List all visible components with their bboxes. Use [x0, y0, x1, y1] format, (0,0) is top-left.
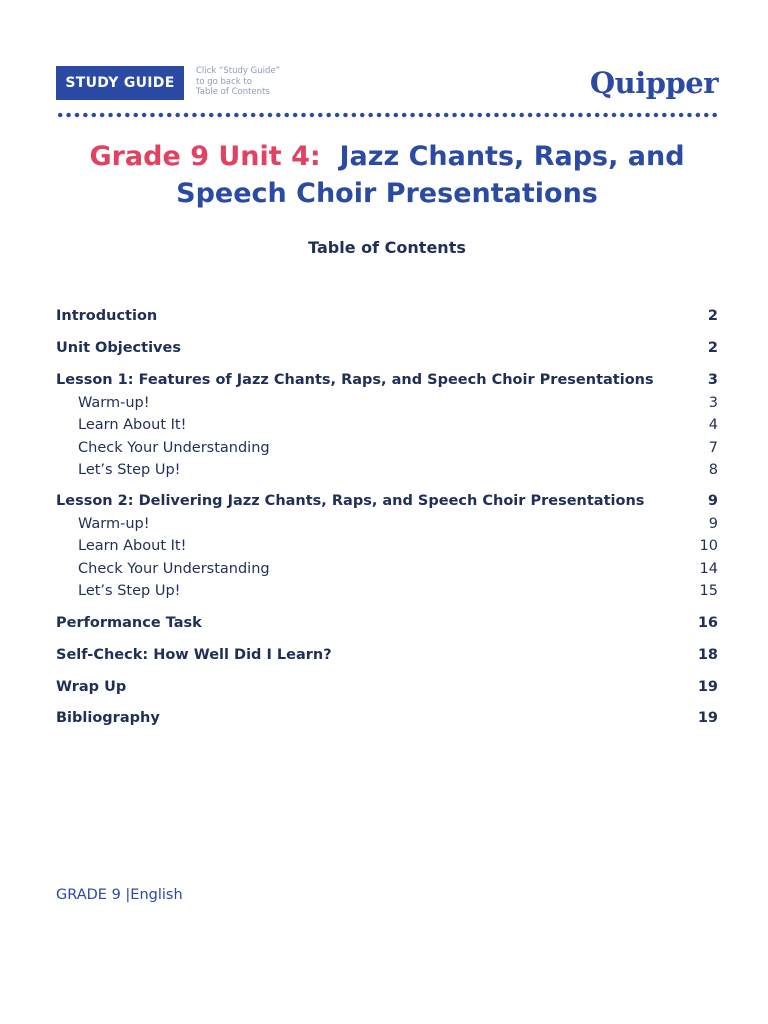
hint-line: to go back to	[196, 76, 252, 87]
toc-item-page: 9	[707, 493, 718, 509]
toc-item-lesson-1-check-understanding[interactable]	[56, 438, 718, 458]
toc-item-page: 9	[708, 516, 718, 532]
toc-item-lesson-1-warm-up[interactable]	[56, 393, 718, 413]
toc-item-wrap-up[interactable]	[56, 677, 718, 697]
toc-item-lesson-2-step-up[interactable]	[56, 581, 718, 601]
toc-item-performance-task[interactable]	[56, 613, 718, 633]
study-guide-hint	[196, 66, 316, 98]
toc-item-page: 2	[707, 340, 718, 356]
toc-item-page: 10	[699, 538, 718, 554]
dotted-divider	[56, 112, 718, 118]
toc-item-bibliography[interactable]	[56, 708, 718, 728]
toc-item-label: Performance Task	[56, 615, 202, 631]
toc-item-page: 18	[697, 647, 718, 663]
toc-item-introduction[interactable]	[56, 306, 718, 326]
toc-item-page: 8	[708, 462, 718, 478]
toc-item-lesson-2-check-understanding[interactable]	[56, 559, 718, 579]
toc-item-lesson-1[interactable]	[56, 370, 718, 390]
toc-item-label: Warm-up!	[78, 395, 150, 411]
page-title	[56, 138, 718, 212]
toc-item-page: 2	[707, 308, 718, 324]
toc-item-label: Wrap Up	[56, 679, 127, 695]
toc-item-page: 4	[708, 417, 718, 433]
toc-item-label: Warm-up!	[78, 516, 150, 532]
study-guide-button[interactable]: STUDY GUIDE	[56, 66, 184, 100]
toc-item-page: 3	[708, 395, 718, 411]
toc-item-unit-objectives[interactable]	[56, 338, 718, 358]
title-topic-line2: Speech Choir Presentations	[176, 178, 598, 209]
toc-item-page: 7	[708, 440, 718, 456]
toc-item-lesson-2-warm-up[interactable]	[56, 514, 718, 534]
toc-item-label: Let’s Step Up!	[78, 583, 181, 599]
toc-item-page: 14	[699, 561, 718, 577]
hint-line: Click “Study Guide”	[196, 66, 280, 76]
toc-item-label: Lesson 1: Features of Jazz Chants, Raps, and Speech Choir Presentations	[56, 372, 654, 388]
toc-item-label: Bibliography	[56, 710, 160, 726]
toc-item-label: Check Your Understanding	[78, 561, 270, 577]
toc-item-page: 19	[697, 710, 718, 726]
toc-item-label: Introduction	[56, 308, 158, 324]
toc-item-label: Unit Objectives	[56, 340, 181, 356]
toc-item-label: Lesson 2: Delivering Jazz Chants, Raps, and Speech Choir Presentations	[56, 493, 645, 509]
toc-item-lesson-1-step-up[interactable]	[56, 460, 718, 480]
title-topic: Jazz Chants, Raps, and	[339, 141, 685, 172]
toc-item-label: Self-Check: How Well Did I Learn?	[56, 647, 332, 663]
toc-item-page: 16	[697, 615, 718, 631]
title-grade-unit: Grade 9 Unit 4:	[89, 141, 321, 172]
toc-item-page: 3	[707, 372, 718, 388]
toc-heading: Table of Contents	[308, 238, 466, 257]
page-header	[56, 66, 718, 102]
toc-item-self-check[interactable]	[56, 645, 718, 665]
quipper-logo: Quipper	[589, 66, 718, 100]
toc-item-lesson-1-learn-about-it[interactable]	[56, 415, 718, 435]
toc-item-page: 19	[697, 679, 718, 695]
toc-item-page: 15	[699, 583, 718, 599]
toc-item-label: Learn About It!	[78, 538, 187, 554]
toc-item-lesson-2-learn-about-it[interactable]	[56, 536, 718, 556]
page-footer: GRADE 9 |English	[56, 887, 183, 903]
toc-item-label: Let’s Step Up!	[78, 462, 181, 478]
toc-item-label: Learn About It!	[78, 417, 187, 433]
toc-item-lesson-2[interactable]	[56, 491, 718, 511]
toc-item-label: Check Your Understanding	[78, 440, 270, 456]
hint-line: Table of Contents	[196, 87, 270, 97]
